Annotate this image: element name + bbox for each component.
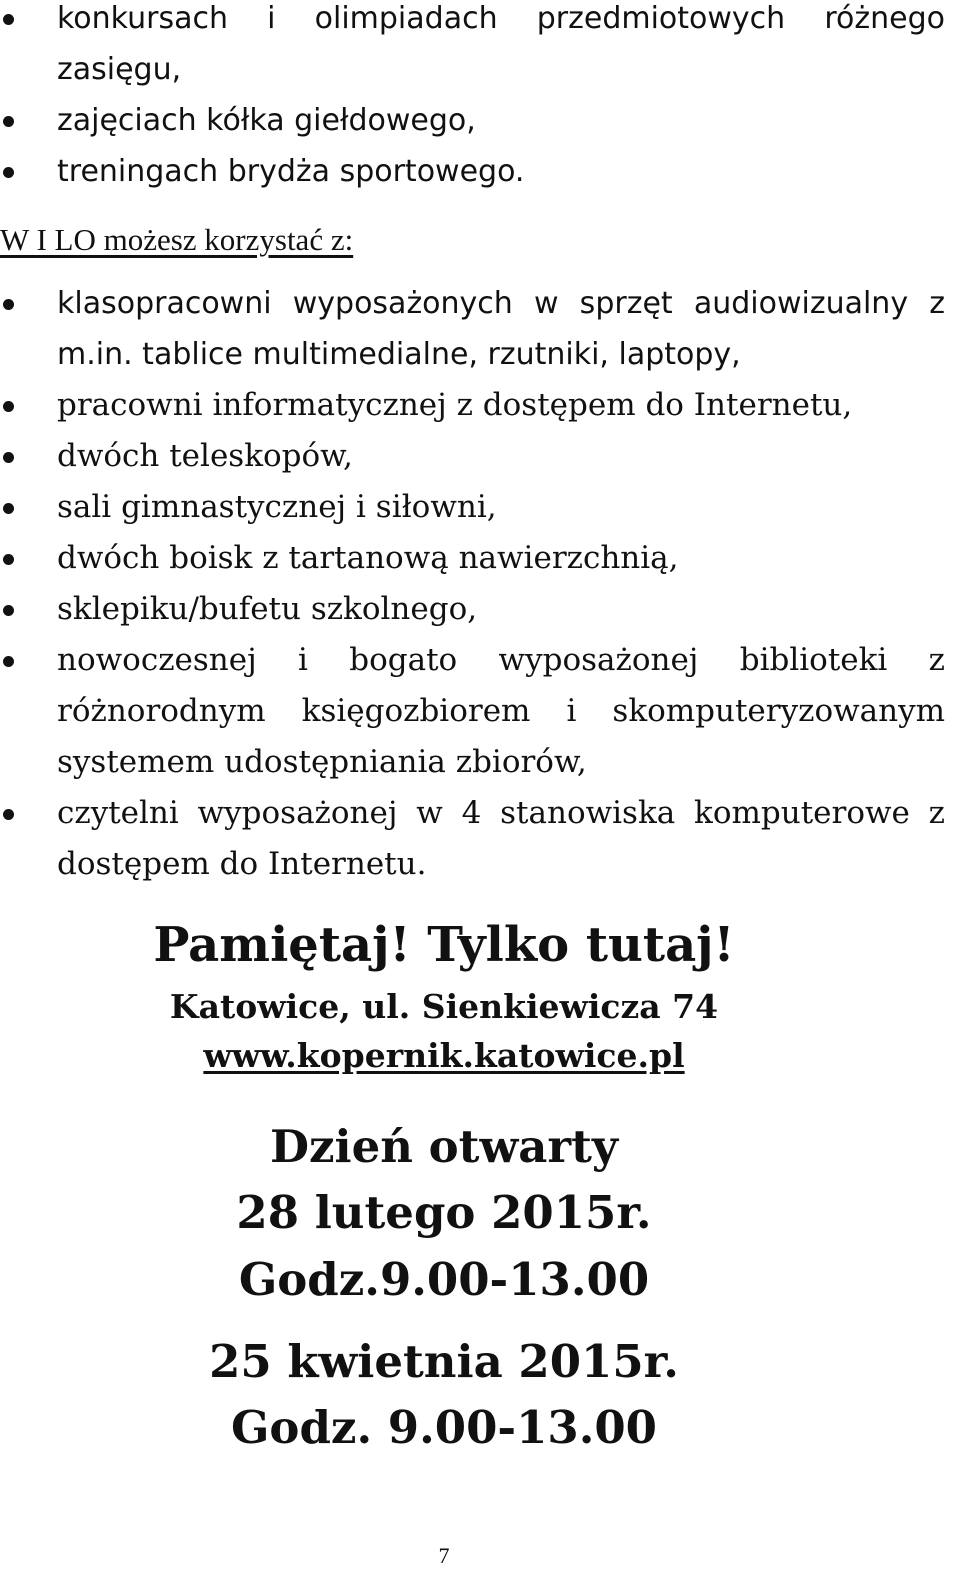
open-day-date-2: 25 kwietnia 2015r. — [209, 1335, 679, 1388]
list-item — [3, 584, 953, 635]
list-item-text: dwóch boisk z tartanową nawierzchnią, — [57, 540, 679, 576]
open-day-hours-2: Godz. 9.00-13.00 — [231, 1401, 657, 1454]
list-item-text: treningach brydża sportowego. — [57, 154, 525, 189]
open-day-date-1: 28 lutego 2015r. — [236, 1186, 652, 1239]
list-item — [3, 533, 953, 584]
list-item — [3, 146, 953, 197]
list-item — [3, 380, 953, 431]
list-item-text: klasopracowni wyposażonych w sprzęt audiowizualny z m.in. tablice multimedialne, rzutniki, laptopy, — [57, 286, 945, 372]
list-item-text: sali gimnastycznej i siłowni, — [57, 489, 497, 525]
list-item — [3, 278, 953, 380]
bullet-icon — [3, 809, 14, 820]
list-item-text: nowoczesnej i bogato wyposażonej biblioteki z różnorodnym księgozbiorem i skomputeryzowanym systemem udostępniania zbiorów, — [57, 642, 945, 780]
bullet-icon — [3, 503, 14, 514]
school-address: Katowice, ul. Sienkiewicza 74 — [169, 987, 719, 1026]
bullet-icon — [3, 452, 14, 463]
facilities-list — [3, 278, 953, 890]
activities-list-continued — [3, 0, 953, 197]
bullet-icon — [3, 14, 14, 25]
list-item — [3, 482, 953, 533]
open-day-hours-1: Godz.9.00-13.00 — [238, 1253, 650, 1306]
bullet-icon — [3, 299, 14, 310]
bullet-icon — [3, 167, 14, 178]
facilities-heading: W I LO możesz korzystać z: — [0, 222, 354, 257]
website-link[interactable]: www.kopernik.katowice.pl — [203, 1036, 685, 1075]
open-day-title: Dzień otwarty — [269, 1120, 619, 1173]
bullet-icon — [3, 656, 14, 667]
bullet-icon — [3, 401, 14, 412]
list-item-text: pracowni informatycznej z dostępem do Internetu, — [57, 387, 853, 423]
list-item-text: zajęciach kółka giełdowego, — [57, 103, 476, 138]
list-item — [3, 788, 953, 890]
bullet-icon — [3, 605, 14, 616]
list-item-text: dwóch teleskopów, — [57, 438, 353, 474]
list-item-text: konkursach i olimpiadach przedmiotowych różnego zasięgu, — [57, 1, 945, 87]
bullet-icon — [3, 116, 14, 127]
bullet-icon — [3, 554, 14, 565]
list-item-text: czytelni wyposażonej w 4 stanowiska komputerowe z dostępem do Internetu. — [57, 795, 945, 882]
list-item-text: sklepiku/bufetu szkolnego, — [57, 591, 478, 627]
list-item — [3, 431, 953, 482]
page-number: 7 — [438, 1543, 450, 1568]
list-item — [3, 0, 953, 95]
list-item — [3, 95, 953, 146]
slogan: Pamiętaj! Tylko tutaj! — [153, 917, 735, 973]
list-item — [3, 635, 953, 788]
